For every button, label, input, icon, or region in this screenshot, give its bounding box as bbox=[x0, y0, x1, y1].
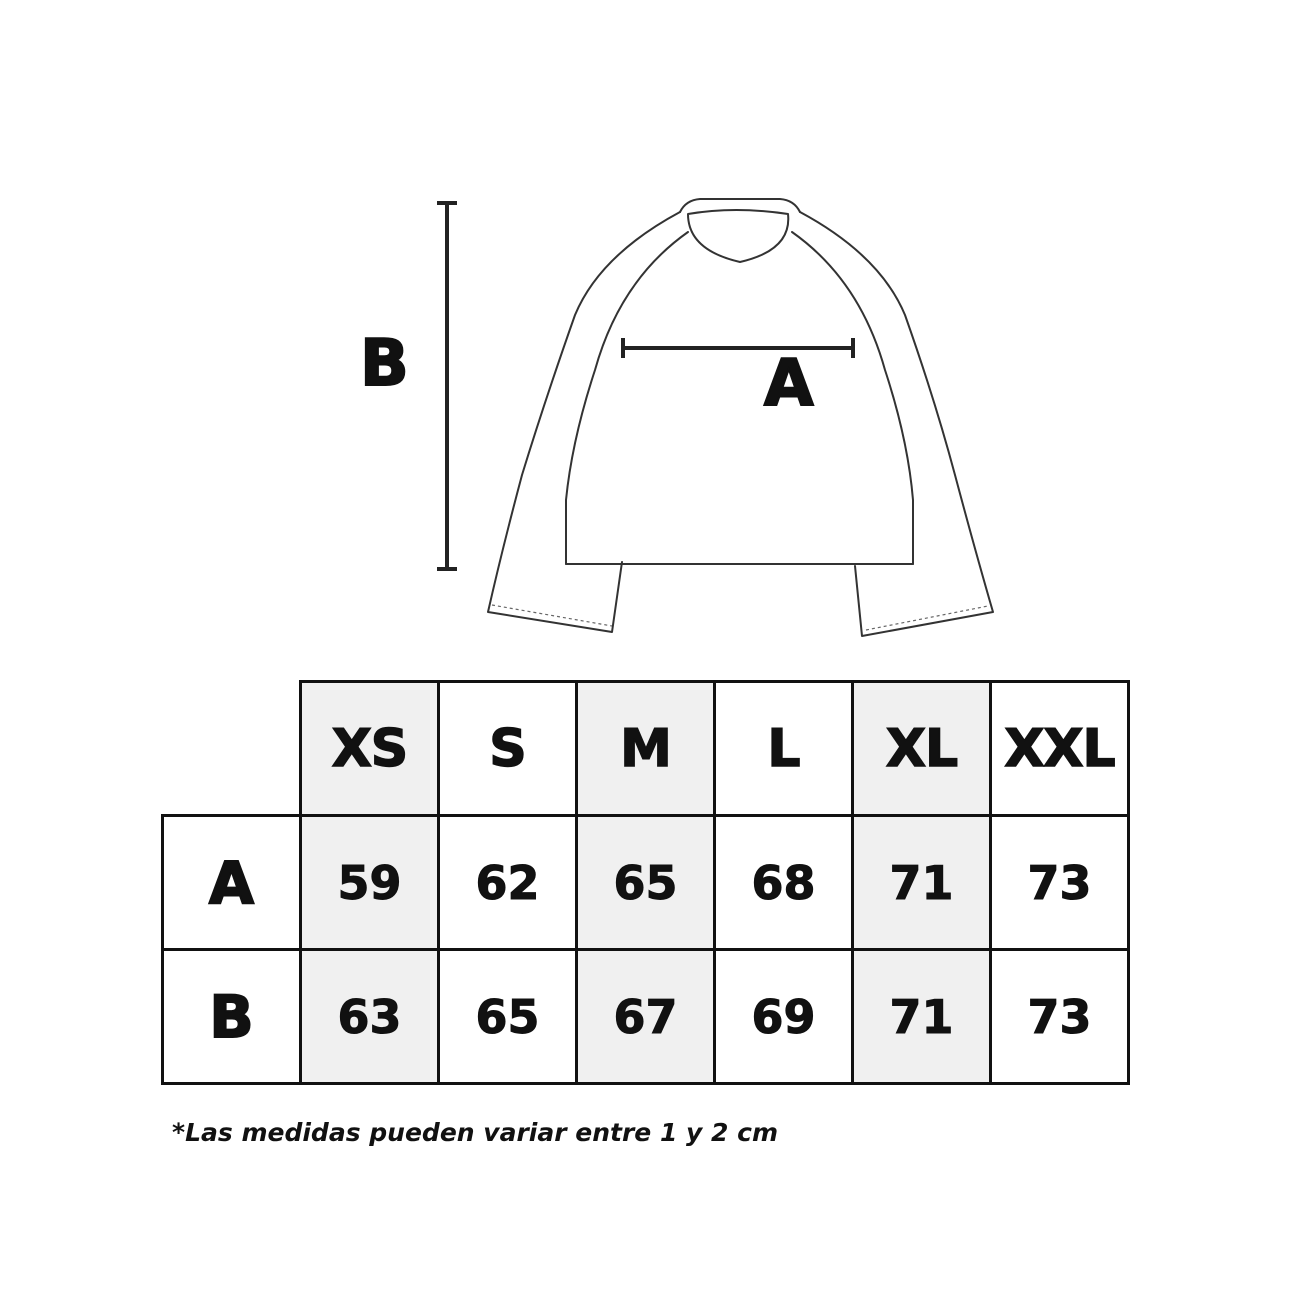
table-cell: 69 bbox=[715, 950, 853, 1084]
table-cell: 67 bbox=[577, 950, 715, 1084]
table-row bbox=[163, 816, 1129, 950]
table-cell: 73 bbox=[991, 816, 1129, 950]
dimension-b-label: B bbox=[360, 327, 409, 401]
row-header-b: B bbox=[163, 950, 301, 1084]
table-cell: 73 bbox=[991, 950, 1129, 1084]
size-header-m: M bbox=[577, 682, 715, 816]
right-cuff-stitch bbox=[866, 606, 988, 630]
size-table bbox=[161, 680, 1130, 1085]
table-cell: 71 bbox=[853, 816, 991, 950]
row-header-a: A bbox=[163, 816, 301, 950]
size-header-row bbox=[163, 682, 1129, 816]
table-cell: 71 bbox=[853, 950, 991, 1084]
table-cell: 59 bbox=[301, 816, 439, 950]
footnote: *Las medidas pueden variar entre 1 y 2 cm bbox=[172, 1118, 779, 1147]
table-cell: 63 bbox=[301, 950, 439, 1084]
table-cell: 68 bbox=[715, 816, 853, 950]
collar-rib bbox=[688, 210, 788, 262]
size-header-xl: XL bbox=[853, 682, 991, 816]
left-sleeve-outline bbox=[488, 212, 680, 632]
size-header-xxl: XXL bbox=[991, 682, 1129, 816]
right-sleeve-outline bbox=[800, 212, 993, 636]
table-cell: 65 bbox=[577, 816, 715, 950]
dimension-a-label: A bbox=[764, 347, 814, 421]
size-header-xs: XS bbox=[301, 682, 439, 816]
table-cell: 65 bbox=[439, 950, 577, 1084]
table-cell: 62 bbox=[439, 816, 577, 950]
size-header-s: S bbox=[439, 682, 577, 816]
left-raglan-seam bbox=[566, 232, 688, 564]
table-corner bbox=[163, 682, 301, 816]
size-header-l: L bbox=[715, 682, 853, 816]
table-row bbox=[163, 950, 1129, 1084]
